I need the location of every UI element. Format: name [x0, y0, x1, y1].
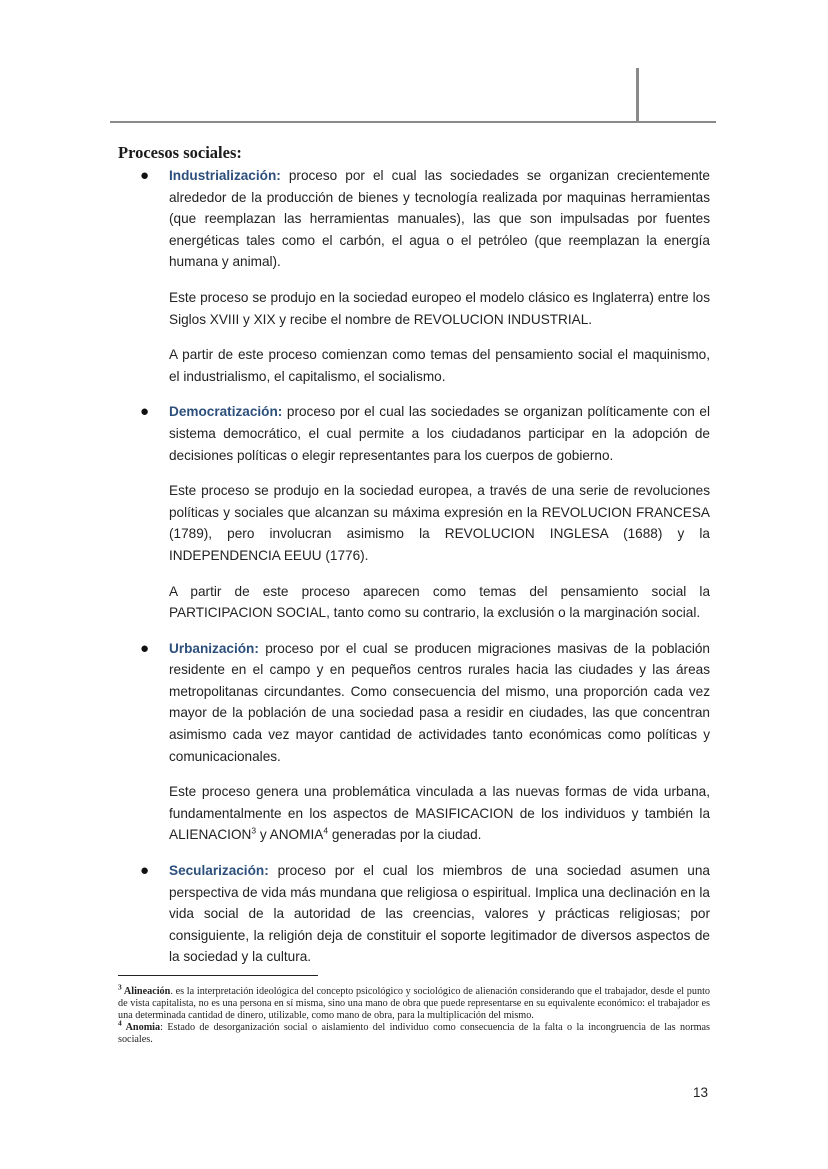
footnote-term: Anomia [121, 1022, 161, 1034]
paragraph-text: Este proceso genera una problemática vinculada a las nuevas formas de vida urbana, fundamentalmente en los aspectos de MASIFICACION de los individuos y también la ALIENACION [169, 784, 710, 843]
paragraph [169, 781, 710, 846]
header-rule [110, 121, 716, 123]
section-title: Procesos sociales: [118, 143, 242, 162]
bullet-urbanizacion [118, 638, 710, 846]
page-number: 13 [693, 1085, 709, 1100]
bullet-industrializacion [118, 165, 710, 387]
bullet-intro [169, 638, 710, 768]
footnote-number: 3 [118, 982, 122, 992]
bullet-intro-text: proceso por el cual se producen migraciones masivas de la población residente en el campo y en pequeños centros rurales hacia las ciudades y las áreas metropolitanas circundantes. Como consecuencia del mismo, una proporción cada vez mayor de la población de una sociedad pasa a residir en ciudades, las que concentran asimismo cada vez mayor cantidad de actividades tanto económicas como políticas y comunicacionales. [169, 640, 710, 764]
footnote-separator [118, 975, 318, 976]
bullet-intro [169, 860, 710, 968]
term-industrializacion: Industrialización: [169, 168, 281, 183]
bullet-dot: ● [140, 862, 150, 880]
paragraph: Este proceso se produjo en la sociedad europeo el modelo clásico es Inglaterra) entre los Siglos XVIII y XIX y recibe el nombre de REVOLUCION INDUSTRIAL. [169, 289, 710, 327]
header-vertical-bar [636, 68, 639, 122]
bullet-dot: ● [140, 639, 150, 657]
paragraph: Este proceso se produjo en la sociedad europea, a través de una serie de revoluciones políticas y sociales que alcanzan su máxima expresión en la REVOLUCION FRANCESA (1789), pero involucran asimismo la REVOLUCION INGLESA (1688) y la INDEPENDENCIA EEUU (1776). [169, 483, 710, 563]
page-content [118, 143, 710, 968]
paragraph-text: generadas por la ciudad. [328, 827, 482, 843]
footnote-4 [118, 1018, 710, 1046]
footnote-term: Alineación [121, 986, 171, 997]
term-democratizacion: Democratización: [169, 404, 283, 420]
footnote-text: . es la interpretación ideológica del concepto psicológico y sociológico de alienación considerando que el trabajador, desde el punto de vista capitalista, no es una persona en sí misma, sino una mano de obra que puede representarse en su equivalente económico: el trabajador es una determinada cantidad de dinero, utilizable, como mano de obra, para la multiplicación del mismo. [118, 986, 710, 1022]
footnote-3 [118, 982, 710, 1022]
footnote-ref-4: 4 [323, 825, 329, 836]
paragraph: A partir de este proceso comienzan como temas del pensamiento social el maquinismo, el industrialismo, el capitalismo, el socialismo. [169, 347, 710, 384]
bullet-secularizacion [118, 860, 710, 968]
bullet-dot: ● [140, 167, 150, 184]
paragraph-text: y ANOMIA [256, 827, 324, 843]
term-urbanizacion: Urbanización: [169, 640, 259, 656]
footnote-number: 4 [118, 1018, 122, 1028]
bullet-intro-text: proceso por el cual las sociedades se organizan crecientemente alrededor de la producción de bienes y tecnología realizada por maquinas herramientas (que reemplazan las herramientas manuales), las que son impulsadas por fuentes energéticas tales como el carbón, el agua o el petróleo (que reemplazan la energía humana y animal). [169, 168, 710, 270]
bullet-democratizacion [118, 401, 710, 623]
bullet-intro-text: proceso por el cual las sociedades se organizan políticamente con el sistema democrático, el cual permite a los ciudadanos participar en la adopción de decisiones políticas o elegir representantes para los cuerpos de gobierno. [169, 404, 710, 463]
bullet-intro-text: proceso por el cual los miembros de una sociedad asumen una perspectiva de vida más mundana que religiosa o espiritual. Implica una declinación en la vida social de la autoridad de las creencias, valores y prácticas religiosas; por consiguiente, la religión deja de constituir el soporte legitimador de diversos aspectos de la sociedad y la cultura. [169, 863, 710, 965]
bullet-intro [169, 165, 710, 273]
footnote-ref-3: 3 [251, 825, 257, 836]
bullet-intro [169, 401, 710, 466]
bullet-dot: ● [140, 403, 150, 421]
footnotes [118, 982, 710, 1046]
term-secularizacion: Secularización: [169, 863, 269, 879]
paragraph: A partir de este proceso aparecen como temas del pensamiento social la PARTICIPACION SOCIAL, tanto como su contrario, la exclusión o la marginación social. [169, 583, 710, 621]
footnote-text: : Estado de desorganización social o aislamiento del individuo como consecuencia de la falta o la incongruencia de las normas sociales. [118, 1022, 710, 1046]
